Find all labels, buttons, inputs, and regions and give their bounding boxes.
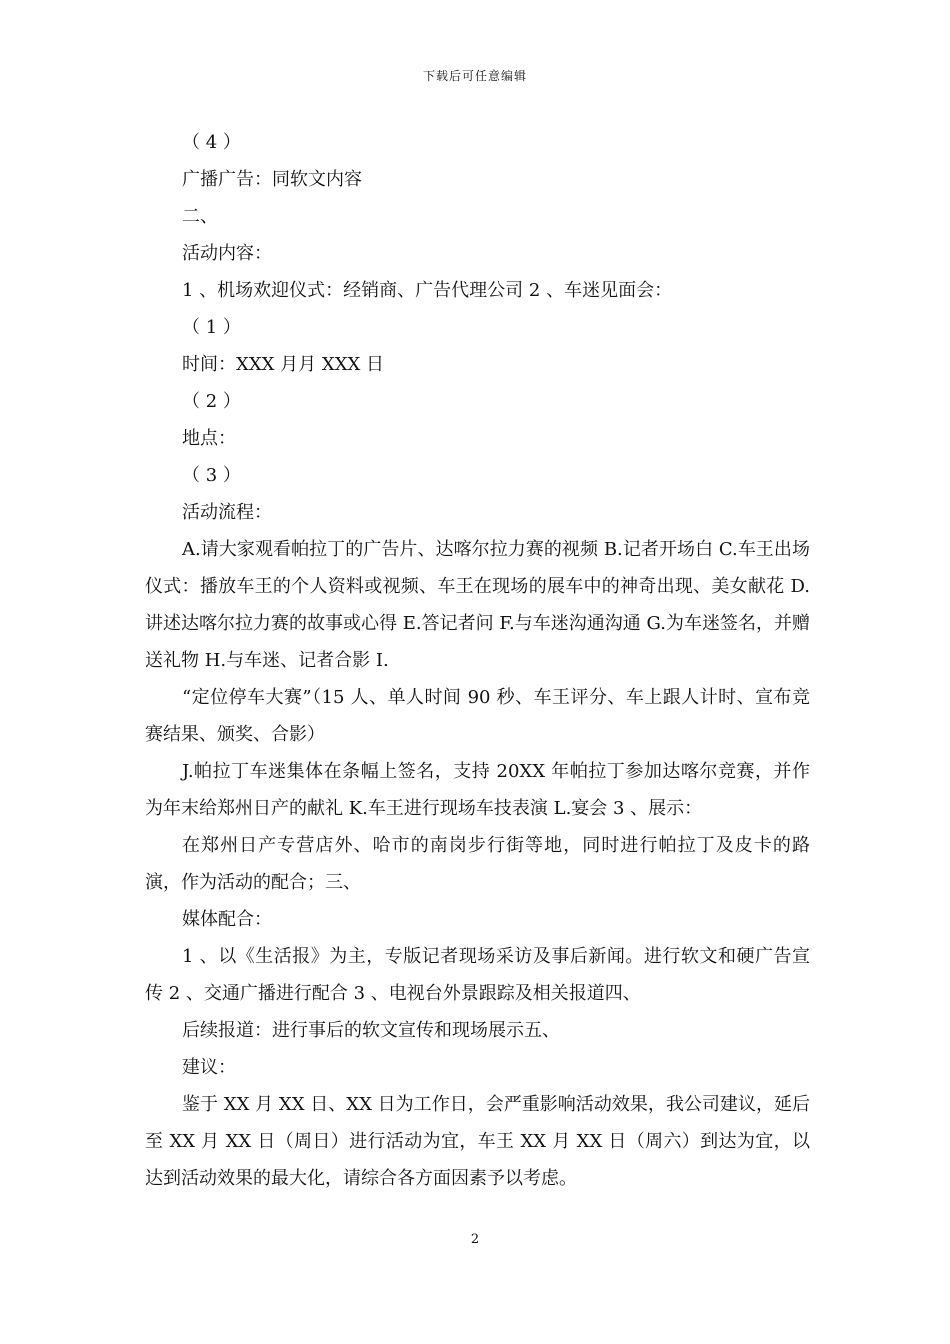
suggestion-paragraph: 鉴于 XX 月 XX 日、XX 日为工作日，会严重影响活动效果，我公司建议，延后至 XX 月 XX 日（周日）进行活动为宜，车王 XX 月 XX 日（周六）到达为宜，以达到活动效果的最大化，请综合各方面因素予以考虑。 [145, 1094, 810, 1189]
list-marker-2: （ 2 ） [182, 391, 241, 412]
page-number: 2 [470, 1232, 480, 1247]
section-two-heading: 二、 [182, 206, 218, 227]
list-marker-4: （ 4 ） [182, 132, 241, 153]
media-paragraph: 1 、以《生活报》为主，专版记者现场采访及事后新闻。进行软文和硬广告宣传 2 、交通广播进行配合 3 、电视台外景跟踪及相关报道四、 [145, 946, 810, 1004]
radio-ad-line: 广播广告：同软文内容 [182, 169, 362, 190]
activity-content-heading: 活动内容： [182, 243, 272, 264]
activity-flow-heading: 活动流程： [182, 502, 272, 523]
document-body [145, 124, 810, 1197]
signing-paragraph: J.帕拉丁车迷集体在条幅上签名，支持 20XX 年帕拉丁参加达喀尔竞赛，并作为年末给郑州日产的献礼 K.车王进行现场车技表演 L.宴会 3 、展示： [145, 761, 810, 819]
activity-flow-paragraph: A.请大家观看帕拉丁的广告片、达喀尔拉力赛的视频 B.记者开场白 C.车王出场仪式：播放车王的个人资料或视频、车王在现场的展车中的神奇出现、美女献花 D.讲述达喀尔拉力赛的故事或心得 E.答记者问 F.与车迷沟通沟通 G.为车迷签名，并赠送礼物 H.与车迷、记者合影 I. [145, 539, 810, 671]
list-marker-3: （ 3 ） [182, 465, 241, 486]
suggestion-heading: 建议： [182, 1057, 236, 1078]
airport-welcome-line: 1 、机场欢迎仪式：经销商、广告代理公司 2 、车迷见面会： [182, 280, 673, 301]
list-marker-1: （ 1 ） [182, 317, 241, 338]
location-line: 地点： [182, 428, 236, 449]
follow-up-line: 后续报道：进行事后的软文宣传和现场展示五、 [182, 1020, 560, 1041]
page-header: 下载后可任意编辑 [422, 69, 527, 83]
time-line: 时间：XXX 月月 XXX 日 [182, 354, 385, 375]
parking-contest-paragraph: “定位停车大赛”（15 人、单人时间 90 秒、车王评分、车上跟人计时、宣布竞赛结果、颁奖、合影） [145, 687, 810, 745]
media-heading: 媒体配合： [182, 909, 272, 930]
roadshow-paragraph: 在郑州日产专营店外、哈市的南岗步行街等地，同时进行帕拉丁及皮卡的路演，作为活动的配合；三、 [145, 835, 810, 893]
